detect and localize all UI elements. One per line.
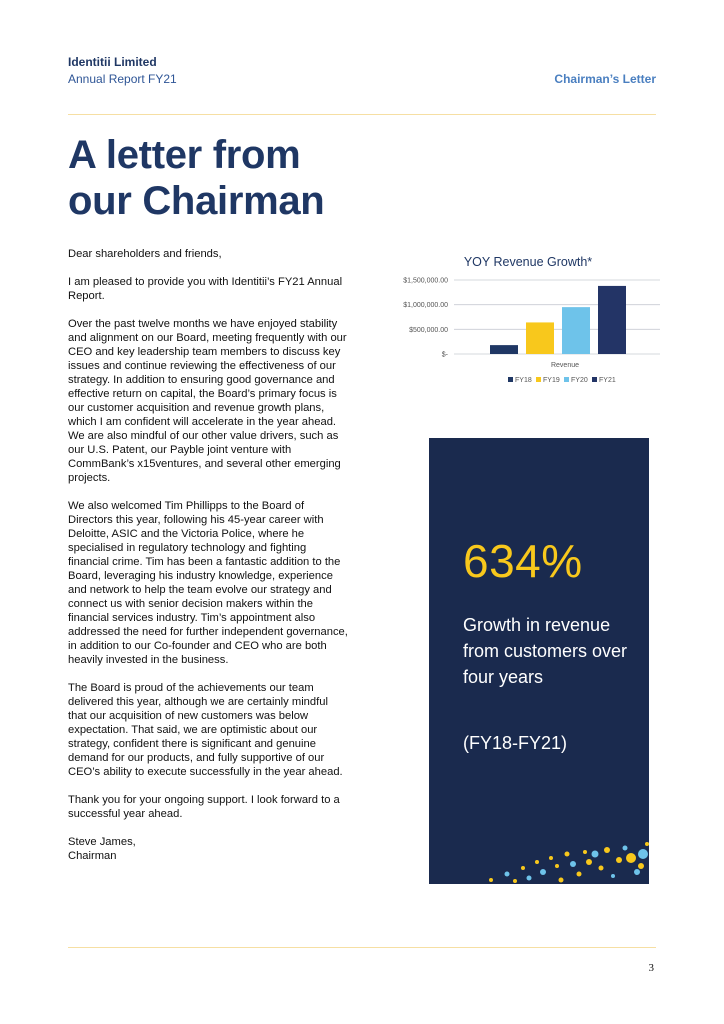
section-label: Chairman’s Letter [554,72,656,86]
page-title [68,132,324,224]
legend-swatch [536,377,541,382]
paragraph: I am pleased to provide you with Identitii’s FY21 Annual Report. [68,276,343,302]
title-line-2: our Chairman [68,179,325,223]
legend-label: FY21 [599,377,616,384]
paragraph: Thank you for your ongoing support. I look forward to a successful year ahead. [68,794,340,820]
y-tick-label: $1,000,000.00 [403,302,448,310]
decorative-dots [429,834,649,884]
y-tick-label: $- [441,351,448,359]
bar-fy21 [598,286,626,354]
salutation: Dear shareholders and friends, [68,248,222,260]
company-name: Identitii Limited [68,55,157,69]
growth-percent: 634% [463,535,583,587]
header-divider [68,114,656,115]
legend-swatch [592,377,597,382]
paragraph: Over the past twelve months we have enjoyed stability and alignment on our Board, meeting frequently with our CEO and key leadership team members to discuss key issues and continue reviewing the effectiveness of our strategy. In addition to ensuring good governance and effective return on capital, the Board’s primary focus is our customer acquisition and revenue growth plans, which I am confident will accelerate in the year ahead. We are also mindful of our other value drivers, such as our U.S. Patent, our Payble joint venture with CommBank’s x15ventures, and several other emerging projects. [68,318,347,484]
signature [68,835,348,863]
signature-role: Chairman [68,850,117,862]
x-category-label: Revenue [550,362,580,369]
letter-body [68,247,348,877]
legend-swatch [564,377,569,382]
chart-title: YOY Revenue Growth* [463,255,593,269]
legend-label: FY19 [543,377,560,384]
legend-swatch [508,377,513,382]
growth-period: (FY18-FY21) [463,733,568,753]
y-tick-label: $500,000.00 [409,326,448,334]
growth-panel [429,438,649,884]
legend-label: FY18 [515,377,532,384]
paragraph: We also welcomed Tim Phillipps to the Board of Directors this year, following his 45-year career with Deloitte, ASIC and the Victoria Police, where he specialised in regulatory technology and fighting financial crime. Tim has been a fantastic addition to the Board, leveraging his industry knowledge, experience and network to help the team evolve our strategy and connect us with senior decision makers within the financial services industry. Tim’s appointment also addressed the need for further independent governance, in addition to our Co-founder and CEO who are both heavily invested in the business. [68,500,348,666]
legend-label: FY20 [571,377,588,384]
bar-fy20 [562,307,590,354]
title-line-1: A letter from [68,133,301,177]
growth-description: Growth in revenue from customers over four years [463,615,628,687]
report-subtitle: Annual Report FY21 [68,72,177,86]
paragraph: The Board is proud of the achievements our team delivered this year, although we are certainly mindful that our acquisition of new customers was below expectation. That said, we are optimistic about our strategy, confident there is significant and genuine demand for our products, and fully supportive of our CEO’s ability to execute successfully in the year ahead. [68,682,343,778]
footer-divider [68,947,656,948]
y-tick-label: $1,500,000.00 [403,277,448,285]
bar-fy18 [490,345,518,354]
bar-fy19 [526,322,554,354]
signature-name: Steve James, [68,836,136,848]
page-number: 3 [648,962,654,974]
revenue-growth-chart [388,250,668,400]
